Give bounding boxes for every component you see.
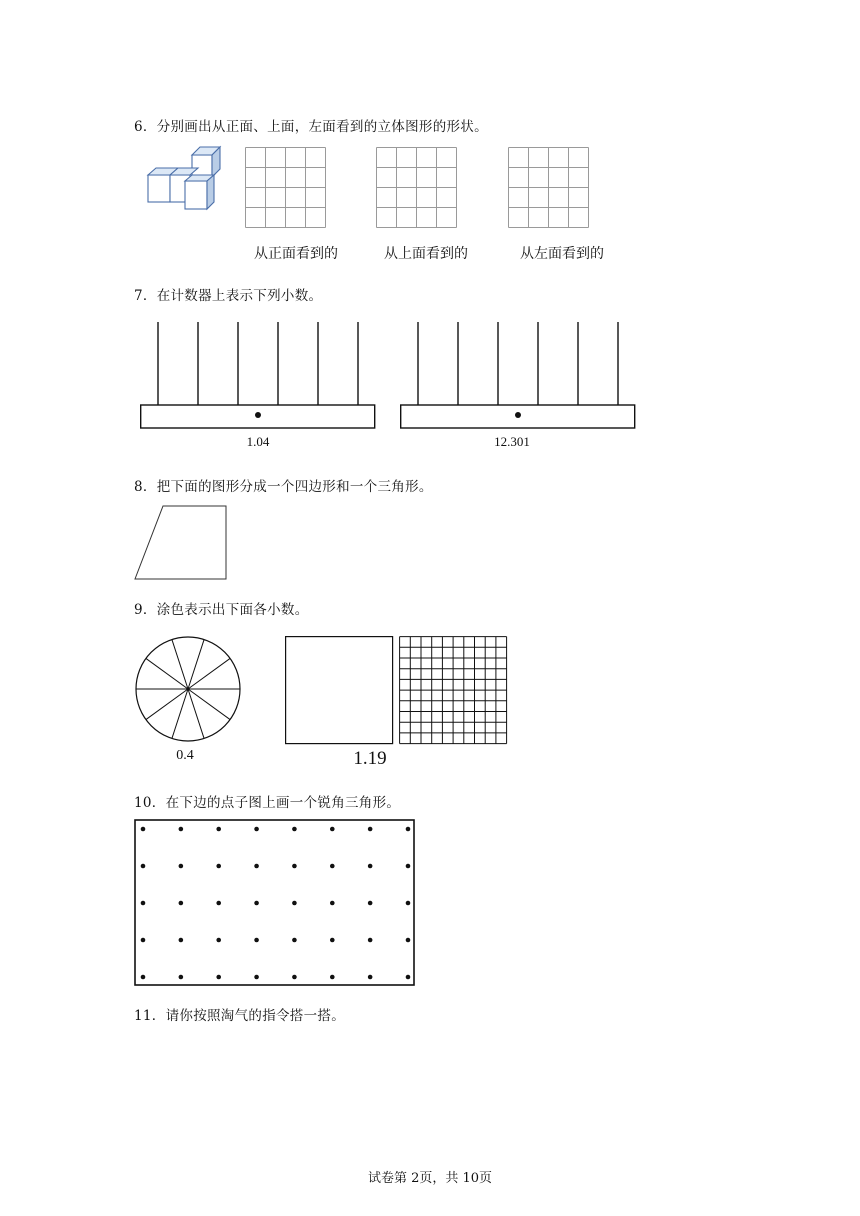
grid-dot <box>216 864 221 869</box>
question-9: 9．涂色表示出下面各小数。 <box>134 602 309 618</box>
grid-dot <box>368 938 373 943</box>
question-8: 8．把下面的图形分成一个四边形和一个三角形。 <box>134 479 433 495</box>
abacus-rods <box>418 322 618 405</box>
question-text: 分别画出从正面、上面，左面看到的立体图形的形状。 <box>156 119 488 135</box>
question-10: 10．在下边的点子图上画一个锐角三角形。 <box>134 795 401 811</box>
grid-dot <box>179 864 184 869</box>
grid-dot <box>254 975 259 980</box>
unit-square <box>285 636 394 745</box>
grid-dot <box>216 975 221 980</box>
question-number: 9 <box>134 602 143 618</box>
grid-dot <box>292 975 297 980</box>
hundred-grid <box>399 636 508 745</box>
grid-dot <box>179 827 184 832</box>
question-6: 6．分别画出从正面、上面，左面看到的立体图形的形状。 <box>134 119 488 135</box>
grid-dot <box>254 864 259 869</box>
question-text: 在下边的点子图上画一个锐角三角形。 <box>165 795 401 811</box>
grid-dot <box>368 975 373 980</box>
grid-dot <box>292 827 297 832</box>
circle-value: 0.4 <box>176 748 194 763</box>
grid-dot <box>216 938 221 943</box>
question-text: 把下面的图形分成一个四边形和一个三角形。 <box>156 479 433 495</box>
grid-dot <box>292 864 297 869</box>
grid-dot <box>254 938 259 943</box>
question-text: 在计数器上表示下列小数。 <box>156 288 323 304</box>
grid-dot <box>292 901 297 906</box>
grid-dot <box>368 864 373 869</box>
sector-circle <box>135 636 241 742</box>
grid-dot <box>292 938 297 943</box>
trapezoid-figure <box>133 505 229 581</box>
abacus-rods <box>158 322 358 405</box>
grid-dot <box>368 827 373 832</box>
question-text: 请你按照淘气的指令搭一搭。 <box>165 1008 345 1024</box>
abacus-1-value: 1.04 <box>246 434 270 449</box>
square-value: 1.19 <box>353 748 387 769</box>
abacus-2 <box>400 322 636 430</box>
grid-dot <box>330 827 335 832</box>
grid-dot <box>179 938 184 943</box>
abacus-2-value: 12.301 <box>494 434 530 449</box>
dot-grid <box>134 819 416 987</box>
grid-dot <box>330 975 335 980</box>
grid-dot <box>141 864 146 869</box>
question-text: 涂色表示出下面各小数。 <box>156 602 309 618</box>
front-view-label: 从正面看到的 <box>254 246 338 262</box>
question-7: 7．在计数器上表示下列小数。 <box>134 288 323 304</box>
abacus-1 <box>140 322 376 430</box>
question-number: 8 <box>134 479 143 495</box>
grid-dot <box>330 938 335 943</box>
grid-dot <box>141 827 146 832</box>
question-number: 6 <box>134 119 143 135</box>
grid-dot <box>406 901 411 906</box>
grid-dot <box>254 827 259 832</box>
grid-dot <box>368 901 373 906</box>
cube-stack-figure <box>145 145 225 211</box>
grid-dot <box>216 901 221 906</box>
grid-dot <box>141 975 146 980</box>
question-11: 11．请你按照淘气的指令搭一搭。 <box>134 1008 345 1024</box>
top-view-grid <box>376 147 457 228</box>
question-number: 11 <box>134 1008 152 1024</box>
question-number: 10 <box>134 795 152 811</box>
front-view-grid <box>245 147 326 228</box>
grid-dot <box>406 827 411 832</box>
grid-dot <box>406 975 411 980</box>
page-footer: 试卷第 2页，共 10页 <box>367 1171 493 1186</box>
grid-dot <box>330 901 335 906</box>
grid-dot <box>179 975 184 980</box>
decimal-point <box>515 412 521 418</box>
grid-dot <box>406 938 411 943</box>
grid-dot <box>216 827 221 832</box>
grid-dot <box>406 864 411 869</box>
grid-dot <box>254 901 259 906</box>
grid-dot <box>330 864 335 869</box>
decimal-point <box>255 412 261 418</box>
left-view-label: 从左面看到的 <box>520 246 604 262</box>
grid-dot <box>179 901 184 906</box>
left-view-grid <box>508 147 589 228</box>
question-number: 7 <box>134 288 143 304</box>
top-view-label: 从上面看到的 <box>384 246 468 262</box>
grid-dot <box>141 901 146 906</box>
grid-dot <box>141 938 146 943</box>
